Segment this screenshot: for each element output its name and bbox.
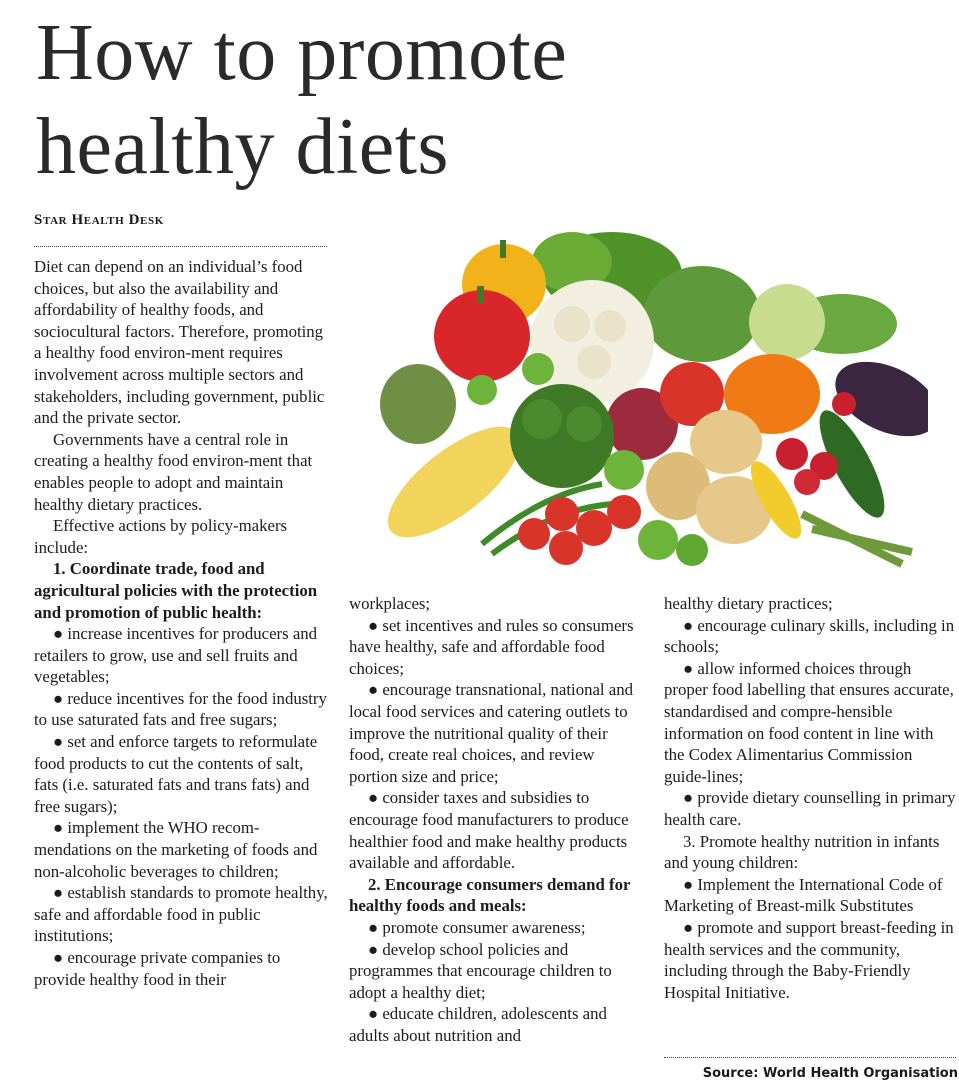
list-item: ● encourage transnational, national and local food services and catering outlets to improve the nutritional quality of their food, create real choices, and review portion size and price;	[349, 680, 634, 786]
list-item: ● consider taxes and subsidies to encourage food manufacturers to produce healthier food and make healthy products available and affordable.	[349, 788, 629, 873]
section-heading: 2. Encourage consumers demand for healthy foods and meals:	[349, 874, 631, 916]
list-item: ● promote consumer awareness;	[368, 917, 586, 937]
list-item: ● set and enforce targets to reformulate food products to cut the contents of salt, fats (i.e. saturated fats and trans fats) and free sugars);	[34, 732, 318, 816]
column-1	[34, 256, 328, 990]
list-item: ● encourage culinary skills, including in schools;	[664, 615, 955, 657]
list-item: ● promote and support breast-feeding in health services and the community, including through the Baby-Friendly Hospital Initiative.	[664, 917, 954, 1002]
section-heading: 3. Promote healthy nutrition in infants and young children:	[664, 831, 940, 873]
list-item: ● increase incentives for producers and retailers to grow, use and sell fruits and vegetables;	[34, 624, 318, 687]
paragraph: Governments have a central role in creating a healthy food environ-ment that enables people to adopt and maintain healthy dietary practices.	[34, 429, 313, 514]
list-item: ● implement the WHO recom-mendations on the marketing of foods and non-alcoholic beverages to children;	[34, 818, 318, 881]
headline	[36, 6, 936, 194]
list-item: ● develop school policies and programmes that encourage children to adopt a healthy diet;	[349, 939, 612, 1002]
list-item: ● Implement the International Code of Marketing of Breast-milk Substitutes	[664, 874, 943, 916]
byline: Star Health Desk	[34, 212, 164, 228]
headline-line-2: healthy diets	[36, 103, 450, 191]
paragraph: healthy dietary practices;	[664, 594, 833, 613]
paragraph: Diet can depend on an individual’s food choices, but also the availability and affordability of healthy foods, and sociocultural factors. Therefore, promoting a healthy food environ-ment requires involvement across multiple sectors and stakeholders, including government, public and the private sector.	[34, 257, 325, 428]
column-3	[664, 593, 958, 1003]
headline-line-1: How to promote	[36, 9, 568, 97]
list-item: ● allow informed choices through proper food labelling that ensures accurate, standardised and compre-hensible information on food content in line with the Codex Alimentarius Commission guide-lines;	[664, 658, 954, 786]
list-item: ● educate children, adolescents and adults about nutrition and	[349, 1004, 607, 1045]
list-item: ● encourage private companies to provide healthy food in their	[34, 948, 281, 989]
list-item: ● reduce incentives for the food industry to use saturated fats and free sugars;	[34, 688, 327, 730]
list-item: ● establish standards to promote healthy, safe and affordable food in public institutions;	[34, 883, 328, 946]
list-item: ● provide dietary counselling in primary health care.	[664, 788, 956, 829]
section-heading: 1. Coordinate trade, food and agricultural policies with the protection and promotion of public health:	[34, 559, 318, 622]
column-2	[349, 593, 645, 1046]
source-credit: Source: World Health Organisation	[702, 1066, 958, 1081]
paragraph: Effective actions by policy-makers include:	[34, 516, 288, 557]
paragraph: workplaces;	[349, 594, 431, 613]
byline-divider	[34, 246, 327, 247]
vegetables-photo	[362, 214, 928, 580]
source-divider	[664, 1057, 956, 1058]
list-item: ● set incentives and rules so consumers have healthy, safe and affordable food choices;	[349, 615, 634, 678]
